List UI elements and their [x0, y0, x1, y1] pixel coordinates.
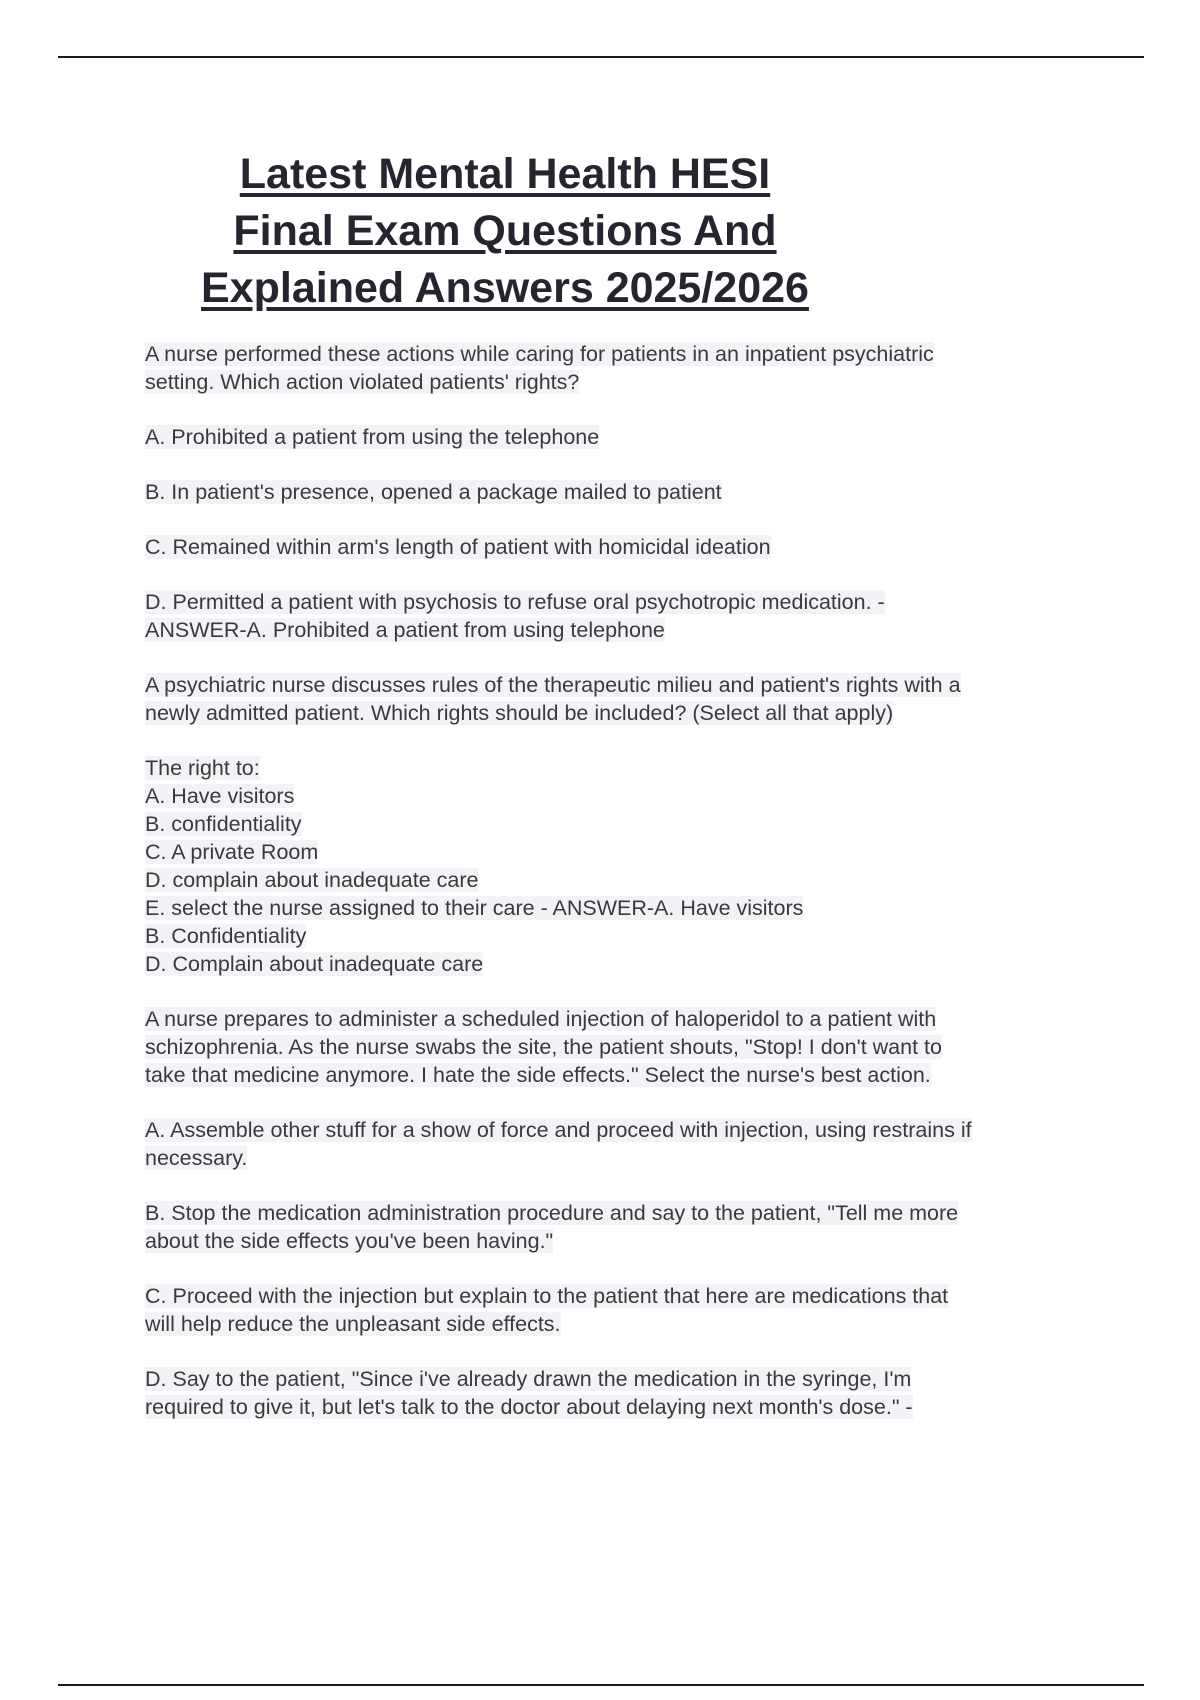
title-line: Final Exam Questions And	[233, 207, 777, 255]
text-line-content: A nurse performed these actions while caring for patients in an inpatient psychiatric	[145, 342, 934, 366]
text-block	[145, 478, 1095, 506]
text-block	[145, 1199, 1095, 1255]
text-block	[145, 754, 1095, 978]
text-line	[145, 1005, 1095, 1033]
text-line-content: A. Have visitors	[145, 784, 295, 808]
text-line-content: take that medicine anymore. I hate the side effects." Select the nurse's best action.	[145, 1063, 931, 1087]
text-line-content: C. A private Room	[145, 840, 319, 864]
text-line-content: B. Stop the medication administration procedure and say to the patient, "Tell me more	[145, 1201, 959, 1225]
text-line-content: C. Remained within arm's length of patient with homicidal ideation	[145, 535, 771, 559]
text-line	[145, 1199, 1095, 1227]
title-line: Explained Answers 2025/2026	[201, 264, 809, 312]
title-line: Latest Mental Health HESI	[239, 150, 771, 198]
document-body	[145, 340, 1095, 1448]
text-block	[145, 1005, 1095, 1089]
text-line	[145, 866, 1095, 894]
text-line-content: E. select the nurse assigned to their care - ANSWER-A. Have visitors	[145, 896, 804, 920]
text-line-content: A psychiatric nurse discusses rules of the therapeutic milieu and patient's rights with a	[145, 673, 961, 697]
text-line	[145, 922, 1095, 950]
text-block	[145, 1282, 1095, 1338]
text-block	[145, 533, 1095, 561]
text-line-content: B. Confidentiality	[145, 924, 307, 948]
bottom-rule	[58, 1684, 1144, 1686]
text-line	[145, 754, 1095, 782]
text-line-content: A. Prohibited a patient from using the telephone	[145, 425, 600, 449]
text-line	[145, 1365, 1095, 1393]
text-line-content: about the side effects you've been having."	[145, 1229, 554, 1253]
text-line	[145, 894, 1095, 922]
text-line-content: will help reduce the unpleasant side effects.	[145, 1312, 561, 1336]
text-line-content: ANSWER-A. Prohibited a patient from using telephone	[145, 618, 665, 642]
text-line	[145, 368, 1095, 396]
text-block	[145, 340, 1095, 396]
text-line-content: D. Say to the patient, "Since i've already drawn the medication in the syringe, I'm	[145, 1367, 912, 1391]
text-line	[145, 1310, 1095, 1338]
text-line-content: necessary.	[145, 1146, 248, 1170]
text-line	[145, 838, 1095, 866]
text-line-content: The right to:	[145, 756, 260, 780]
text-line-content: setting. Which action violated patients' rights?	[145, 370, 580, 394]
text-block	[145, 423, 1095, 451]
text-line	[145, 1116, 1095, 1144]
text-line	[145, 1393, 1095, 1421]
text-block	[145, 671, 1095, 727]
text-line-content: required to give it, but let's talk to the doctor about delaying next month's dose." -	[145, 1395, 913, 1419]
text-line	[145, 671, 1095, 699]
text-line-content: B. confidentiality	[145, 812, 302, 836]
text-block	[145, 588, 1095, 644]
text-line	[145, 950, 1095, 978]
text-line	[145, 1033, 1095, 1061]
text-line-content: newly admitted patient. Which rights should be included? (Select all that apply)	[145, 701, 894, 725]
text-line-content: D. complain about inadequate care	[145, 868, 479, 892]
text-line	[145, 782, 1095, 810]
text-line-content: A. Assemble other stuff for a show of force and proceed with injection, using restrains if	[145, 1118, 972, 1142]
text-line-content: D. Complain about inadequate care	[145, 952, 484, 976]
text-line-content: A nurse prepares to administer a scheduled injection of haloperidol to a patient with	[145, 1007, 937, 1031]
text-line	[145, 1061, 1095, 1089]
text-line	[145, 616, 1095, 644]
text-line-content: schizophrenia. As the nurse swabs the site, the patient shouts, "Stop! I don't want to	[145, 1035, 942, 1059]
text-line	[145, 340, 1095, 368]
text-line	[145, 588, 1095, 616]
text-line	[145, 478, 1095, 506]
text-line	[145, 1144, 1095, 1172]
text-line	[145, 533, 1095, 561]
text-line-content: D. Permitted a patient with psychosis to refuse oral psychotropic medication. -	[145, 590, 885, 614]
text-line	[145, 699, 1095, 727]
text-block	[145, 1116, 1095, 1172]
document-title	[150, 146, 860, 317]
text-line	[145, 1282, 1095, 1310]
text-line	[145, 423, 1095, 451]
top-rule	[58, 56, 1144, 58]
text-line-content: C. Proceed with the injection but explain to the patient that here are medications that	[145, 1284, 949, 1308]
text-block	[145, 1365, 1095, 1421]
text-line-content: B. In patient's presence, opened a package mailed to patient	[145, 480, 722, 504]
text-line	[145, 810, 1095, 838]
text-line	[145, 1227, 1095, 1255]
